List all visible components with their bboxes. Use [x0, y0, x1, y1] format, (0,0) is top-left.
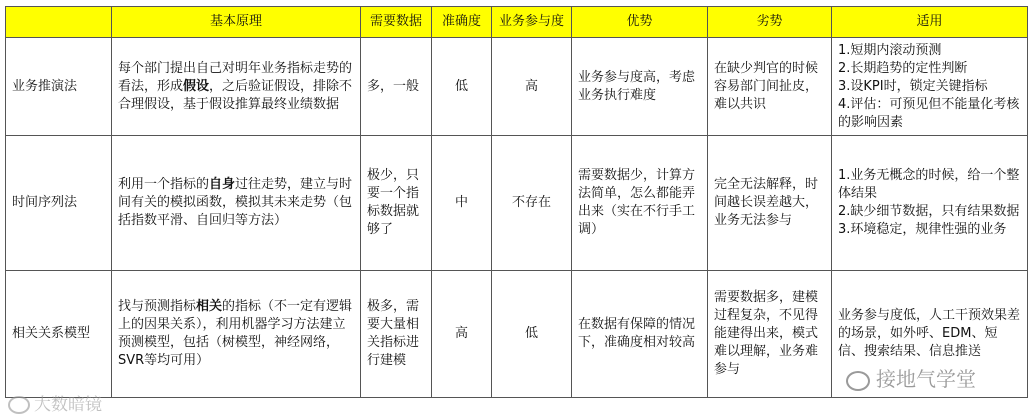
header-accuracy: 准确度	[432, 7, 492, 38]
principle-text: 过往走势，建立与时间有关的模拟函数，模拟其未来走势（包括指数平滑、自回归等方法）	[118, 177, 353, 228]
header-principle: 基本原理	[112, 7, 361, 38]
advantages-cell: 需要数据少，计算方法简单，怎么都能弄出来（实在不行手工调）	[572, 136, 708, 271]
table-row	[6, 136, 1028, 271]
table-row	[6, 38, 1028, 136]
method-name: 相关关系模型	[6, 271, 112, 398]
accuracy-cell: 中	[432, 136, 492, 271]
disadvantages-cell: 在缺少判官的时候容易部门间扯皮，难以共识	[708, 38, 832, 136]
applicable-item: 4.评估：可预见但不能量化考核的影响因素	[838, 96, 1020, 130]
applicable-item: 1.短期内滚动预测	[838, 42, 942, 58]
wechat-icon	[846, 371, 870, 391]
applicable-item: 2.缺少细节数据，只有结果数据	[838, 204, 1020, 219]
watermark-right	[846, 363, 976, 392]
participation-cell: 低	[492, 271, 572, 398]
header-data-needed: 需要数据	[361, 7, 432, 38]
advantages-cell: 业务参与度高，考虑业务执行难度	[572, 38, 708, 136]
applicable-item: 1.业务无概念的时候，给一个整体结果	[838, 168, 1020, 201]
accuracy-cell: 高	[432, 271, 492, 398]
accuracy-cell: 低	[432, 38, 492, 136]
method-name: 业务推演法	[6, 38, 112, 136]
applicable-item: 业务参与度低，人工干预效果差的场景，如外呼、EDM、短信、搜索结果、信息推送	[838, 308, 1021, 359]
applicable-item: 3.环境稳定，规律性强的业务	[838, 222, 1007, 237]
header-participation: 业务参与度	[492, 7, 572, 38]
data-needed-cell: 极多，需要大量相关指标进行建模	[361, 271, 432, 398]
principle-text: 找与预测指标	[118, 299, 197, 314]
principle-cell	[112, 136, 361, 271]
participation-cell: 高	[492, 38, 572, 136]
principle-text: 利用一个指标的	[118, 177, 210, 192]
header-row	[6, 7, 1028, 38]
principle-text: 每个部门提出自己对明年业务指标走势的看法，形成	[118, 60, 353, 94]
applicable-item: 3.设KPI时，锁定关键指标	[838, 78, 988, 94]
applicable-cell	[832, 38, 1028, 136]
disadvantages-cell: 完全无法解释，时间越长误差越大，业务无法参与	[708, 136, 832, 271]
principle-text: 的指标（不一定有逻辑上的因果关系），利用机器学习方法建立预测模型，包括（树模型，神经网络，SVR等均可用）	[118, 299, 353, 368]
weibo-icon	[8, 396, 30, 414]
watermark-right-text: 接地气学堂	[876, 367, 976, 391]
principle-keyword: 自身	[209, 177, 236, 192]
principle-keyword: 假设	[183, 78, 210, 94]
header-disadvantages: 劣势	[708, 7, 832, 38]
watermark-left-text: 大数暗镜	[34, 395, 102, 415]
applicable-item: 2.长期趋势的定性判断	[838, 60, 968, 76]
advantages-cell: 在数据有保障的情况下，准确度相对较高	[572, 271, 708, 398]
watermark-left	[8, 390, 102, 415]
principle-cell	[112, 38, 361, 136]
data-needed-cell: 极少，只要一个指标数据就够了	[361, 136, 432, 271]
disadvantages-cell: 需要数据多，建模过程复杂，不见得能建得出来，模式难以理解，业务难参与	[708, 271, 832, 398]
participation-cell: 不存在	[492, 136, 572, 271]
applicable-cell	[832, 136, 1028, 271]
header-advantages: 优势	[572, 7, 708, 38]
method-name: 时间序列法	[6, 136, 112, 271]
comparison-table	[5, 6, 1028, 398]
principle-keyword: 相关	[196, 299, 223, 314]
principle-cell	[112, 271, 361, 398]
header-applicable: 适用	[832, 7, 1028, 38]
data-needed-cell: 多，一般	[361, 38, 432, 136]
header-corner	[6, 7, 112, 38]
principle-text: ，之后验证假设，排除不合理假设，基于假设推算最终业绩数据	[118, 78, 353, 112]
